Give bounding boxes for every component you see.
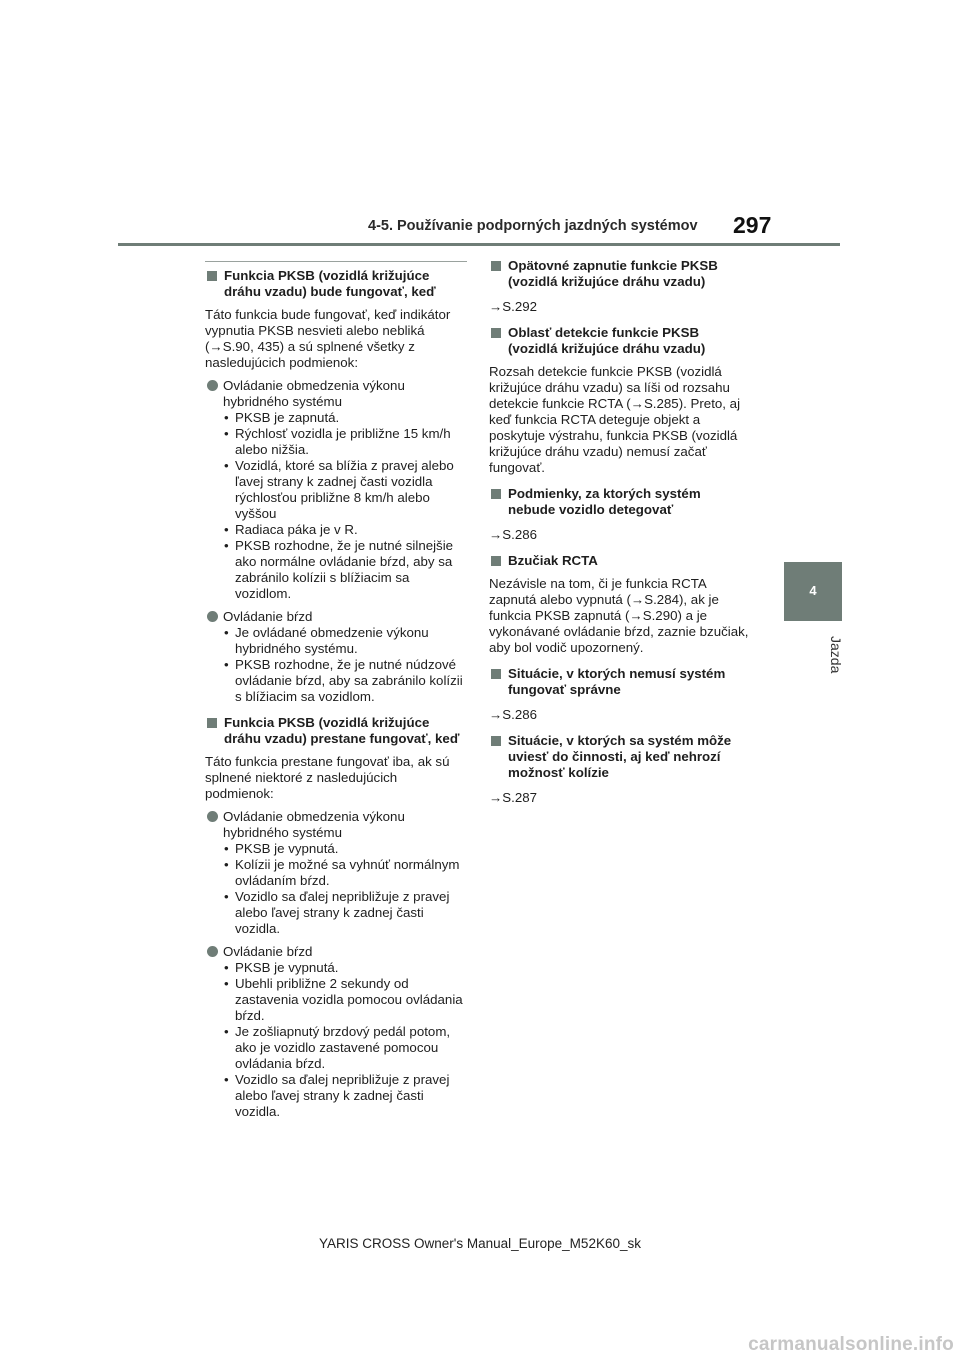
chapter-tab[interactable] bbox=[784, 562, 842, 621]
section-title: Funkcia PKSB (vozidlá križujúce dráhu vzadu) bude fungovať, keď bbox=[205, 268, 467, 300]
list-item: • Vozidlá, ktoré sa blížia z pravej alebo ľavej strany k zadnej časti vozidla rýchlosťou približne 8 km/h alebo vyššou bbox=[223, 458, 467, 522]
list-item: • PKSB je vypnutá. bbox=[223, 841, 467, 857]
section-title: Situácie, v ktorých sa systém môže uviesť do činnosti, aj keď nehrozí možnosť kolízie bbox=[489, 733, 751, 781]
list-item: • PKSB je zapnutá. bbox=[223, 410, 467, 426]
section-reactivation bbox=[489, 258, 751, 315]
condition-block bbox=[205, 809, 467, 937]
circle-bullet-icon bbox=[207, 946, 218, 957]
circle-bullet-icon bbox=[207, 380, 218, 391]
square-bullet-icon bbox=[491, 556, 501, 566]
right-column bbox=[489, 258, 751, 810]
condition-block bbox=[205, 609, 467, 705]
square-bullet-icon bbox=[491, 736, 501, 746]
section-false-activation bbox=[489, 733, 751, 806]
condition-title: Ovládanie obmedzenia výkonu hybridného systému bbox=[223, 809, 405, 840]
section-title: Podmienky, za ktorých systém nebude vozidlo detegovať bbox=[489, 486, 751, 518]
list-item: • Radiaca páka je v R. bbox=[223, 522, 467, 538]
section-intro: Táto funkcia prestane fungovať iba, ak sú splnené niektoré z nasledujúcich podmienok: bbox=[205, 754, 450, 801]
condition-list bbox=[223, 841, 467, 937]
square-bullet-icon bbox=[491, 489, 501, 499]
section-pksb-operates bbox=[205, 268, 467, 705]
condition-title: Ovládanie bŕzd bbox=[223, 944, 313, 959]
chapter-label: Jazda bbox=[828, 636, 844, 674]
header-rule bbox=[118, 243, 840, 246]
page-number: 297 bbox=[733, 212, 772, 238]
circle-bullet-icon bbox=[207, 611, 218, 622]
list-item: • Kolízii je možné sa vyhnúť normálnym ovládaním bŕzd. bbox=[223, 857, 467, 889]
condition-title: Ovládanie bŕzd bbox=[223, 609, 313, 624]
square-bullet-icon bbox=[491, 261, 501, 271]
condition-block bbox=[205, 378, 467, 602]
list-item: • Vozidlo sa ďalej nepribližuje z pravej alebo ľavej strany k zadnej časti vozidla. bbox=[223, 1072, 467, 1120]
list-item: • Rýchlosť vozidla je približne 15 km/h alebo nižšia. bbox=[223, 426, 467, 458]
manual-footer: YARIS CROSS Owner's Manual_Europe_M52K60_sk bbox=[319, 1236, 641, 1251]
condition-title: Ovládanie obmedzenia výkonu hybridného systému bbox=[223, 378, 405, 409]
section-title: Opätovné zapnutie funkcie PKSB (vozidlá križujúce dráhu vzadu) bbox=[489, 258, 751, 290]
section-text: Rozsah detekcie funkcie PKSB (vozidlá križujúce dráhu vzadu) sa líši od rozsahu detekcie funkcie RCTA (→S.285). Preto, aj keď funkcia RCTA deteguje objekt a poskytuje výstrahu, funkcia PKSB (vozidlá križujúce dráhu vzadu) nemusí začať fungovať. bbox=[489, 364, 741, 475]
list-item: • Je ovládané obmedzenie výkonu hybridného systému. bbox=[223, 625, 467, 657]
chapter-number: 4 bbox=[809, 583, 817, 598]
page-reference-link[interactable]: →S.287 bbox=[489, 790, 538, 805]
section-non-detection bbox=[489, 486, 751, 543]
section-text: Nezávisle na tom, či je funkcia RCTA zapnutá alebo vypnutá (→S.284), ak je funkcia PKSB zapnutá (→S.290) a je vykonávané ovládanie bŕzd, zaznie bzučiak, aby bol vodič upozornený. bbox=[489, 576, 749, 655]
section-rcta-buzzer bbox=[489, 553, 751, 656]
page-reference-link[interactable]: →S.292 bbox=[489, 299, 538, 314]
list-item: • PKSB rozhodne, že je nutné núdzové ovládanie bŕzd, aby sa zabránilo kolízii s blížiacim sa vozidlom. bbox=[223, 657, 467, 705]
page-reference-link[interactable]: →S.286 bbox=[489, 707, 538, 722]
site-watermark: carmanualsonline.info bbox=[748, 1334, 954, 1355]
section-title: Situácie, v ktorých nemusí systém fungovať správne bbox=[489, 666, 751, 698]
circle-bullet-icon bbox=[207, 811, 218, 822]
square-bullet-icon bbox=[207, 271, 217, 281]
list-item: • PKSB je vypnutá. bbox=[223, 960, 467, 976]
section-title: Oblasť detekcie funkcie PKSB (vozidlá križujúce dráhu vzadu) bbox=[489, 325, 751, 357]
condition-list bbox=[223, 960, 467, 1120]
condition-list bbox=[223, 410, 467, 602]
condition-block bbox=[205, 944, 467, 1120]
section-intro: Táto funkcia bude fungovať, keď indikátor vypnutia PKSB nesvieti alebo nebliká (→S.90, 435) a sú splnené všetky z nasledujúcich podmienok: bbox=[205, 307, 451, 370]
square-bullet-icon bbox=[207, 718, 217, 728]
chapter-section-title: 4-5. Používanie podporných jazdných systémov bbox=[368, 218, 698, 234]
list-item: • Vozidlo sa ďalej nepribližuje z pravej alebo ľavej strany k zadnej časti vozidla. bbox=[223, 889, 467, 937]
section-detection-area bbox=[489, 325, 751, 476]
condition-list bbox=[223, 625, 467, 705]
square-bullet-icon bbox=[491, 328, 501, 338]
left-column bbox=[205, 258, 467, 1120]
page-reference-link[interactable]: →S.286 bbox=[489, 527, 538, 542]
list-item: • Ubehli približne 2 sekundy od zastavenia vozidla pomocou ovládania bŕzd. bbox=[223, 976, 467, 1024]
section-pksb-stops bbox=[205, 715, 467, 1120]
square-bullet-icon bbox=[491, 669, 501, 679]
list-item: • Je zošliapnutý brzdový pedál potom, ako je vozidlo zastavené pomocou ovládania bŕzd. bbox=[223, 1024, 467, 1072]
section-malfunction bbox=[489, 666, 751, 723]
list-item: • PKSB rozhodne, že je nutné silnejšie ako normálne ovládanie bŕzd, aby sa zabránilo kolízii s blížiacim sa vozidlom. bbox=[223, 538, 467, 602]
section-title: Funkcia PKSB (vozidlá križujúce dráhu vzadu) prestane fungovať, keď bbox=[205, 715, 467, 747]
section-title: Bzučiak RCTA bbox=[489, 553, 751, 569]
